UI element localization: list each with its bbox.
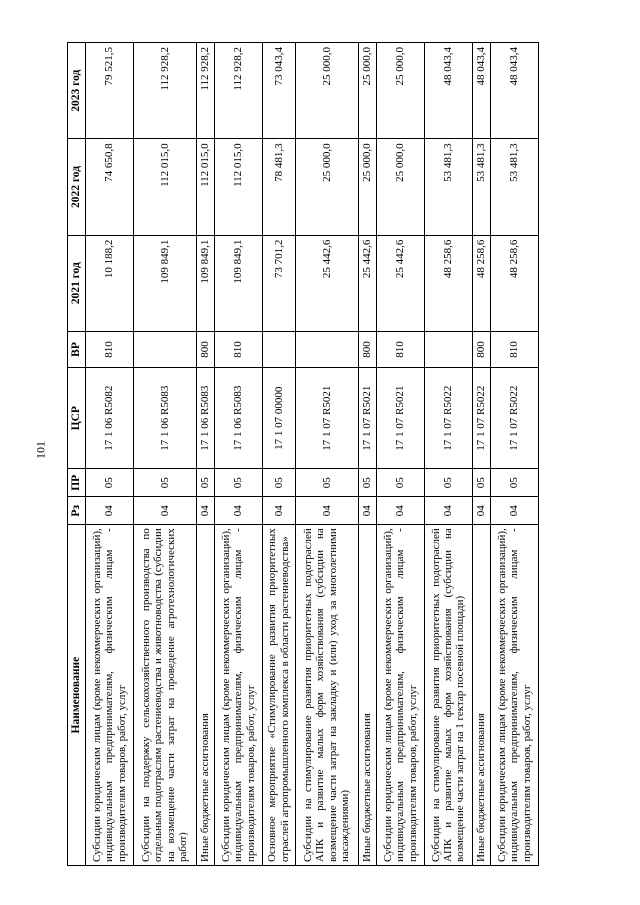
row-vr: 810 [491, 331, 539, 367]
row-2023: 25 000,0 [358, 43, 376, 139]
row-csr: 17 1 07 R5021 [376, 368, 424, 469]
row-vr: 810 [86, 331, 134, 367]
row-pr: 05 [86, 469, 134, 497]
header-2021: 2021 год [68, 235, 86, 331]
row-rz: 04 [214, 497, 262, 525]
row-pr: 05 [196, 469, 214, 497]
row-rz: 04 [472, 497, 490, 525]
row-pr: 05 [491, 469, 539, 497]
row-pr: 05 [358, 469, 376, 497]
row-rz: 04 [376, 497, 424, 525]
row-csr: 17 1 06 R5083 [133, 368, 196, 469]
row-2021: 25 442,6 [358, 235, 376, 331]
row-rz: 04 [491, 497, 539, 525]
row-csr: 17 1 07 R5022 [491, 368, 539, 469]
row-pr: 05 [214, 469, 262, 497]
row-2022: 112 015,0 [196, 139, 214, 235]
row-2022: 112 015,0 [133, 139, 196, 235]
row-csr: 17 1 06 R5083 [196, 368, 214, 469]
table-row [295, 43, 358, 866]
row-name: Субсидии юридическим лицам (кроме некоммерческих организаций), индивидуальным предпринимателям, физическим лицам - производителям товаров, работ, услуг [86, 525, 134, 866]
row-2022: 25 000,0 [376, 139, 424, 235]
row-pr: 05 [376, 469, 424, 497]
row-2022: 74 650,8 [86, 139, 134, 235]
row-2021: 73 701,2 [262, 235, 295, 331]
row-2021: 48 258,6 [472, 235, 490, 331]
row-2021: 48 258,6 [491, 235, 539, 331]
page-number: 101 [33, 441, 48, 459]
table-row [86, 43, 134, 866]
row-vr: 810 [376, 331, 424, 367]
row-2021: 109 849,1 [133, 235, 196, 331]
row-pr: 05 [133, 469, 196, 497]
row-name: Иные бюджетные ассигнования [472, 525, 490, 866]
header-vr: ВР [68, 331, 86, 367]
row-name: Основное мероприятие «Стимулирование развития приоритетных отраслей агропромышленного комплекса в области растениеводства» [262, 525, 295, 866]
row-2021: 25 442,6 [376, 235, 424, 331]
row-2021: 109 849,1 [196, 235, 214, 331]
row-csr: 17 1 07 R5022 [472, 368, 490, 469]
row-name: Субсидии юридическим лицам (кроме некоммерческих организаций), индивидуальным предпринимателям, физическим лицам - производителям товаров, работ, услуг [214, 525, 262, 866]
row-2023: 25 000,0 [295, 43, 358, 139]
row-2022: 112 015,0 [214, 139, 262, 235]
row-2023: 79 521,5 [86, 43, 134, 139]
row-2021: 109 849,1 [214, 235, 262, 331]
row-name: Субсидии юридическим лицам (кроме некоммерческих организаций), индивидуальным предпринимателям, физическим лицам - производителям товаров, работ, услуг [491, 525, 539, 866]
row-2022: 53 481,3 [491, 139, 539, 235]
row-csr: 17 1 07 R5021 [358, 368, 376, 469]
row-2022: 53 481,3 [472, 139, 490, 235]
row-vr [295, 331, 358, 367]
row-2023: 48 043,4 [472, 43, 490, 139]
row-csr: 17 1 07 R5021 [295, 368, 358, 469]
header-pr: ПР [68, 469, 86, 497]
row-2023: 48 043,4 [491, 43, 539, 139]
row-rz: 04 [295, 497, 358, 525]
row-2023: 112 928,2 [196, 43, 214, 139]
table-row [472, 43, 490, 866]
table-header-row [68, 43, 86, 866]
row-csr: 17 1 06 R5083 [214, 368, 262, 469]
row-rz: 04 [86, 497, 134, 525]
row-pr: 05 [472, 469, 490, 497]
row-vr [262, 331, 295, 367]
row-2023: 112 928,2 [133, 43, 196, 139]
row-rz: 04 [424, 497, 472, 525]
table-row [262, 43, 295, 866]
row-2021: 48 258,6 [424, 235, 472, 331]
row-vr: 800 [196, 331, 214, 367]
row-2022: 25 000,0 [295, 139, 358, 235]
row-csr: 17 1 07 R5022 [424, 368, 472, 469]
header-2022: 2022 год [68, 139, 86, 235]
row-vr: 800 [472, 331, 490, 367]
budget-table [67, 42, 539, 866]
row-name: Субсидии юридическим лицам (кроме некоммерческих организаций), индивидуальным предпринимателям, физическим лицам - производителям товаров, работ, услуг [376, 525, 424, 866]
rotated-table-wrapper [67, 42, 539, 866]
row-2021: 10 188,2 [86, 235, 134, 331]
table-row [424, 43, 472, 866]
row-rz: 04 [358, 497, 376, 525]
row-vr: 810 [214, 331, 262, 367]
row-2022: 78 481,3 [262, 139, 295, 235]
row-name: Субсидии на поддержку сельскохозяйственного производства по отдельным подотраслям растениеводства и животноводства (субсидии на возмещение части затрат на проведение агротехнологических работ) [133, 525, 196, 866]
row-name: Иные бюджетные ассигнования [358, 525, 376, 866]
table-row [196, 43, 214, 866]
row-pr: 05 [424, 469, 472, 497]
row-2023: 112 928,2 [214, 43, 262, 139]
table-row [491, 43, 539, 866]
row-2022: 25 000,0 [358, 139, 376, 235]
row-name: Субсидии на стимулирование развития приоритетных подотраслей АПК и развитие малых форм хозяйствования (субсидии на возмещение части затрат на 1 гектар посевной площади) [424, 525, 472, 866]
header-rz: Рз [68, 497, 86, 525]
header-name: Наименование [68, 525, 86, 866]
row-csr: 17 1 07 00000 [262, 368, 295, 469]
row-2023: 73 043,4 [262, 43, 295, 139]
row-rz: 04 [262, 497, 295, 525]
row-2022: 53 481,3 [424, 139, 472, 235]
row-pr: 05 [262, 469, 295, 497]
row-2021: 25 442,6 [295, 235, 358, 331]
row-2023: 48 043,4 [424, 43, 472, 139]
row-2023: 25 000,0 [376, 43, 424, 139]
row-pr: 05 [295, 469, 358, 497]
table-row [214, 43, 262, 866]
row-vr [424, 331, 472, 367]
row-csr: 17 1 06 R5082 [86, 368, 134, 469]
table-row [133, 43, 196, 866]
header-2023: 2023 год [68, 43, 86, 139]
row-name: Субсидии на стимулирование развития приоритетных подотраслей АПК и развитие малых форм хозяйствования (субсидии на возмещение части затрат на закладку и (или) уход за многолетними насаждениями) [295, 525, 358, 866]
table-row [376, 43, 424, 866]
row-vr: 800 [358, 331, 376, 367]
row-rz: 04 [196, 497, 214, 525]
row-name: Иные бюджетные ассигнования [196, 525, 214, 866]
table-row [358, 43, 376, 866]
row-rz: 04 [133, 497, 196, 525]
header-csr: ЦСР [68, 368, 86, 469]
row-vr [133, 331, 196, 367]
